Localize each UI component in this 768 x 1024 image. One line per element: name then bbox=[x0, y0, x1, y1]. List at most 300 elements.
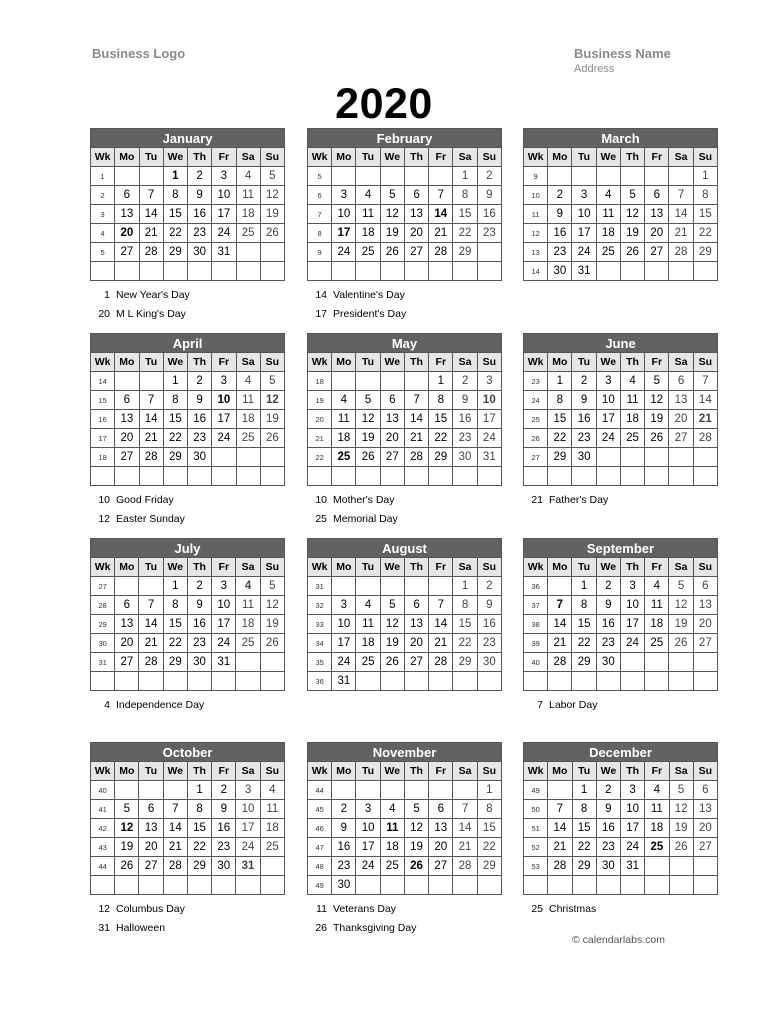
day-cell: 5 bbox=[380, 186, 404, 205]
day-cell bbox=[260, 876, 284, 895]
month-november bbox=[307, 742, 502, 938]
day-cell: 2 bbox=[477, 167, 501, 186]
day-cell: 24 bbox=[332, 243, 356, 262]
day-cell: 3 bbox=[596, 372, 620, 391]
day-cell: 26 bbox=[260, 224, 284, 243]
day-header-fr: Fr bbox=[645, 762, 669, 781]
day-header-mo: Mo bbox=[548, 762, 572, 781]
day-cell: 20 bbox=[115, 634, 139, 653]
day-cell: 12 bbox=[260, 391, 284, 410]
day-cell bbox=[212, 467, 236, 486]
week-number bbox=[308, 262, 332, 281]
day-header-tu: Tu bbox=[572, 762, 596, 781]
day-cell: 15 bbox=[572, 615, 596, 634]
day-cell bbox=[645, 857, 669, 876]
day-cell: 27 bbox=[115, 653, 139, 672]
day-cell: 18 bbox=[236, 205, 260, 224]
day-cell: 31 bbox=[572, 262, 596, 281]
week-row bbox=[524, 410, 718, 429]
week-row bbox=[91, 429, 285, 448]
day-cell bbox=[187, 876, 211, 895]
day-header-su: Su bbox=[477, 353, 501, 372]
day-cell: 30 bbox=[572, 448, 596, 467]
day-cell: 23 bbox=[572, 429, 596, 448]
day-cell bbox=[596, 467, 620, 486]
day-cell: 28 bbox=[429, 653, 453, 672]
day-cell: 21 bbox=[429, 224, 453, 243]
day-cell: 4 bbox=[356, 596, 380, 615]
day-header-row bbox=[308, 558, 502, 577]
day-cell: 10 bbox=[477, 391, 501, 410]
day-header-mo: Mo bbox=[332, 558, 356, 577]
day-cell: 3 bbox=[212, 372, 236, 391]
day-cell: 7 bbox=[548, 800, 572, 819]
day-cell bbox=[645, 448, 669, 467]
day-cell: 31 bbox=[621, 857, 645, 876]
day-cell bbox=[620, 448, 644, 467]
day-cell: 10 bbox=[212, 596, 236, 615]
day-cell bbox=[453, 672, 477, 691]
day-cell: 14 bbox=[404, 410, 428, 429]
week-number: 39 bbox=[524, 634, 548, 653]
day-header-mo: Mo bbox=[548, 353, 572, 372]
day-cell: 26 bbox=[115, 857, 139, 876]
day-header-wk: Wk bbox=[524, 558, 548, 577]
day-cell: 21 bbox=[139, 429, 163, 448]
day-cell bbox=[380, 781, 404, 800]
day-cell: 25 bbox=[236, 224, 260, 243]
day-cell: 2 bbox=[596, 781, 620, 800]
day-cell: 27 bbox=[693, 838, 717, 857]
week-row bbox=[91, 262, 285, 281]
month-august bbox=[307, 538, 502, 696]
week-row bbox=[524, 838, 718, 857]
day-cell: 21 bbox=[693, 410, 717, 429]
week-row bbox=[308, 876, 502, 895]
day-header-row bbox=[308, 353, 502, 372]
month-december bbox=[523, 742, 718, 919]
day-cell: 30 bbox=[332, 876, 356, 895]
day-cell: 5 bbox=[404, 800, 428, 819]
day-cell: 17 bbox=[356, 838, 380, 857]
day-cell bbox=[260, 672, 284, 691]
day-header-tu: Tu bbox=[139, 558, 163, 577]
week-row bbox=[91, 876, 285, 895]
week-number: 9 bbox=[524, 167, 548, 186]
week-number: 45 bbox=[308, 800, 332, 819]
day-cell: 17 bbox=[572, 224, 596, 243]
day-cell: 25 bbox=[236, 634, 260, 653]
day-cell: 4 bbox=[380, 800, 404, 819]
day-cell: 17 bbox=[236, 819, 260, 838]
month-table bbox=[523, 333, 718, 486]
day-cell: 29 bbox=[548, 448, 572, 467]
day-cell bbox=[236, 243, 260, 262]
day-cell: 9 bbox=[212, 800, 236, 819]
week-row bbox=[91, 672, 285, 691]
day-cell: 29 bbox=[453, 243, 477, 262]
day-cell: 1 bbox=[572, 781, 596, 800]
day-header-sa: Sa bbox=[236, 148, 260, 167]
day-cell bbox=[548, 577, 572, 596]
day-cell: 21 bbox=[139, 224, 163, 243]
day-cell bbox=[163, 262, 187, 281]
day-cell: 7 bbox=[404, 391, 428, 410]
week-number: 32 bbox=[308, 596, 332, 615]
day-cell: 22 bbox=[693, 224, 717, 243]
day-cell: 13 bbox=[380, 410, 404, 429]
day-cell: 6 bbox=[115, 596, 139, 615]
day-cell bbox=[669, 448, 693, 467]
day-cell: 18 bbox=[236, 410, 260, 429]
day-cell bbox=[236, 672, 260, 691]
holiday-list bbox=[307, 900, 502, 938]
day-cell: 6 bbox=[404, 596, 428, 615]
day-cell: 30 bbox=[477, 653, 501, 672]
holiday-day: 10 bbox=[315, 494, 327, 506]
day-cell: 4 bbox=[356, 186, 380, 205]
day-cell: 24 bbox=[236, 838, 260, 857]
day-cell: 3 bbox=[356, 800, 380, 819]
day-cell: 11 bbox=[332, 410, 356, 429]
day-header-sa: Sa bbox=[236, 558, 260, 577]
day-cell bbox=[404, 372, 428, 391]
day-header-th: Th bbox=[620, 558, 644, 577]
day-cell: 4 bbox=[236, 167, 260, 186]
day-cell: 22 bbox=[572, 838, 596, 857]
day-cell bbox=[453, 262, 477, 281]
holiday-name: Christmas bbox=[549, 903, 597, 915]
day-cell: 12 bbox=[404, 819, 428, 838]
day-cell: 17 bbox=[212, 615, 236, 634]
day-cell: 28 bbox=[139, 243, 163, 262]
week-number: 14 bbox=[524, 262, 548, 281]
day-cell bbox=[645, 167, 669, 186]
day-cell: 9 bbox=[453, 391, 477, 410]
day-cell bbox=[332, 167, 356, 186]
day-cell bbox=[453, 467, 477, 486]
week-row bbox=[91, 448, 285, 467]
day-header-fr: Fr bbox=[212, 762, 236, 781]
day-cell: 15 bbox=[453, 205, 477, 224]
day-cell bbox=[332, 372, 356, 391]
day-header-we: We bbox=[596, 148, 620, 167]
day-cell: 5 bbox=[645, 372, 669, 391]
day-cell: 29 bbox=[572, 653, 596, 672]
day-header-th: Th bbox=[620, 353, 644, 372]
day-cell: 21 bbox=[548, 634, 572, 653]
day-cell: 24 bbox=[620, 634, 644, 653]
day-header-th: Th bbox=[404, 148, 428, 167]
day-cell: 22 bbox=[429, 429, 453, 448]
day-cell bbox=[645, 653, 669, 672]
day-cell: 11 bbox=[380, 819, 404, 838]
day-cell: 17 bbox=[596, 410, 620, 429]
day-cell: 27 bbox=[404, 653, 428, 672]
week-number: 12 bbox=[524, 224, 548, 243]
day-cell bbox=[669, 467, 693, 486]
holiday-day: 12 bbox=[98, 513, 110, 525]
day-cell: 14 bbox=[139, 205, 163, 224]
day-cell: 24 bbox=[356, 857, 380, 876]
day-cell: 14 bbox=[139, 410, 163, 429]
week-row bbox=[524, 372, 718, 391]
day-cell: 27 bbox=[404, 243, 428, 262]
day-cell bbox=[429, 262, 453, 281]
holiday-name: Thanksgiving Day bbox=[333, 922, 417, 934]
week-row bbox=[524, 262, 718, 281]
day-cell: 15 bbox=[477, 819, 501, 838]
day-cell bbox=[115, 672, 139, 691]
week-row bbox=[308, 391, 502, 410]
day-cell: 16 bbox=[572, 410, 596, 429]
day-cell: 29 bbox=[477, 857, 501, 876]
day-cell bbox=[380, 262, 404, 281]
day-cell: 13 bbox=[115, 205, 139, 224]
day-cell bbox=[139, 167, 163, 186]
day-cell: 4 bbox=[236, 577, 260, 596]
day-header-we: We bbox=[380, 148, 404, 167]
day-header-fr: Fr bbox=[212, 353, 236, 372]
day-cell: 30 bbox=[212, 857, 236, 876]
day-cell bbox=[236, 467, 260, 486]
day-cell: 8 bbox=[187, 800, 211, 819]
week-row bbox=[308, 205, 502, 224]
day-header-sa: Sa bbox=[453, 353, 477, 372]
day-cell bbox=[620, 467, 644, 486]
day-header-sa: Sa bbox=[453, 148, 477, 167]
day-cell: 23 bbox=[548, 243, 572, 262]
day-cell: 28 bbox=[453, 857, 477, 876]
day-cell: 1 bbox=[477, 781, 501, 800]
day-header-we: We bbox=[596, 558, 620, 577]
day-cell: 10 bbox=[356, 819, 380, 838]
day-cell: 13 bbox=[693, 596, 717, 615]
week-number: 27 bbox=[524, 448, 548, 467]
week-number: 40 bbox=[524, 653, 548, 672]
week-row bbox=[91, 391, 285, 410]
day-header-sa: Sa bbox=[669, 353, 693, 372]
day-cell bbox=[572, 876, 596, 895]
holiday-name: Veterans Day bbox=[333, 903, 397, 915]
week-number: 41 bbox=[91, 800, 115, 819]
week-row bbox=[91, 410, 285, 429]
day-cell bbox=[548, 167, 572, 186]
day-cell: 8 bbox=[429, 391, 453, 410]
day-cell: 3 bbox=[621, 781, 645, 800]
holiday-day: 26 bbox=[315, 922, 327, 934]
day-header-fr: Fr bbox=[212, 148, 236, 167]
day-cell: 9 bbox=[187, 596, 211, 615]
day-cell: 1 bbox=[163, 372, 187, 391]
day-cell: 6 bbox=[139, 800, 163, 819]
day-cell bbox=[548, 781, 572, 800]
day-header-fr: Fr bbox=[429, 558, 453, 577]
day-header-sa: Sa bbox=[236, 353, 260, 372]
holiday-item bbox=[90, 491, 285, 510]
week-number: 30 bbox=[91, 634, 115, 653]
day-cell: 13 bbox=[429, 819, 453, 838]
day-cell: 22 bbox=[548, 429, 572, 448]
day-cell: 1 bbox=[453, 167, 477, 186]
day-cell: 13 bbox=[115, 615, 139, 634]
day-cell bbox=[477, 876, 501, 895]
holiday-item bbox=[307, 900, 502, 919]
day-cell: 5 bbox=[669, 781, 693, 800]
week-number: 13 bbox=[524, 243, 548, 262]
day-cell: 23 bbox=[188, 429, 212, 448]
day-cell: 30 bbox=[548, 262, 572, 281]
day-cell bbox=[115, 467, 139, 486]
day-cell: 1 bbox=[187, 781, 211, 800]
day-cell: 2 bbox=[212, 781, 236, 800]
day-cell: 31 bbox=[212, 653, 236, 672]
day-cell: 25 bbox=[356, 243, 380, 262]
week-row bbox=[308, 243, 502, 262]
week-row bbox=[308, 615, 502, 634]
day-cell: 5 bbox=[620, 186, 644, 205]
holiday-name: New Year's Day bbox=[116, 289, 190, 301]
day-cell bbox=[620, 262, 644, 281]
day-cell bbox=[260, 243, 284, 262]
day-cell: 27 bbox=[645, 243, 669, 262]
day-cell bbox=[380, 876, 404, 895]
day-cell: 23 bbox=[332, 857, 356, 876]
week-row bbox=[308, 448, 502, 467]
day-header-su: Su bbox=[260, 762, 284, 781]
day-cell: 28 bbox=[404, 448, 428, 467]
day-cell bbox=[572, 167, 596, 186]
holiday-day: 20 bbox=[98, 308, 110, 320]
month-table bbox=[90, 128, 285, 281]
day-cell bbox=[356, 372, 380, 391]
day-cell: 12 bbox=[669, 596, 693, 615]
holiday-list bbox=[90, 696, 285, 715]
day-header-th: Th bbox=[404, 353, 428, 372]
day-cell bbox=[429, 467, 453, 486]
week-number: 18 bbox=[308, 372, 332, 391]
day-cell: 2 bbox=[596, 577, 620, 596]
day-cell: 4 bbox=[596, 186, 620, 205]
holiday-item bbox=[307, 491, 502, 510]
day-cell: 14 bbox=[548, 615, 572, 634]
day-cell bbox=[693, 653, 717, 672]
day-cell: 23 bbox=[477, 634, 501, 653]
day-cell bbox=[621, 876, 645, 895]
week-number: 25 bbox=[524, 410, 548, 429]
day-cell bbox=[477, 262, 501, 281]
day-cell: 13 bbox=[693, 800, 717, 819]
day-cell: 1 bbox=[572, 577, 596, 596]
day-cell: 21 bbox=[453, 838, 477, 857]
day-cell: 16 bbox=[477, 205, 501, 224]
week-number: 52 bbox=[524, 838, 548, 857]
week-row bbox=[308, 224, 502, 243]
day-cell bbox=[260, 262, 284, 281]
day-cell bbox=[115, 372, 139, 391]
month-name: May bbox=[308, 334, 502, 353]
day-cell bbox=[356, 467, 380, 486]
month-february bbox=[307, 128, 502, 324]
week-row bbox=[308, 596, 502, 615]
day-cell: 9 bbox=[572, 391, 596, 410]
day-cell: 29 bbox=[429, 448, 453, 467]
week-number: 22 bbox=[308, 448, 332, 467]
day-header-tu: Tu bbox=[139, 762, 163, 781]
week-row bbox=[91, 596, 285, 615]
day-cell: 3 bbox=[332, 596, 356, 615]
day-cell: 23 bbox=[596, 838, 620, 857]
week-number: 7 bbox=[308, 205, 332, 224]
day-header-tu: Tu bbox=[572, 558, 596, 577]
day-header-we: We bbox=[380, 762, 404, 781]
week-row bbox=[524, 429, 718, 448]
day-cell: 13 bbox=[115, 410, 139, 429]
day-cell: 18 bbox=[236, 615, 260, 634]
day-cell bbox=[163, 876, 187, 895]
day-header-we: We bbox=[163, 762, 187, 781]
week-number: 3 bbox=[91, 205, 115, 224]
day-cell: 10 bbox=[572, 205, 596, 224]
day-cell: 30 bbox=[596, 653, 620, 672]
week-number: 38 bbox=[524, 615, 548, 634]
day-cell bbox=[572, 672, 596, 691]
day-cell: 20 bbox=[645, 224, 669, 243]
week-row bbox=[91, 167, 285, 186]
day-header-su: Su bbox=[477, 762, 501, 781]
month-name: September bbox=[524, 539, 718, 558]
week-number: 20 bbox=[308, 410, 332, 429]
holiday-list bbox=[523, 696, 718, 715]
week-row bbox=[524, 634, 718, 653]
day-cell: 21 bbox=[669, 224, 693, 243]
day-cell: 14 bbox=[429, 205, 453, 224]
day-cell: 26 bbox=[380, 653, 404, 672]
week-number: 18 bbox=[91, 448, 115, 467]
day-header-row bbox=[308, 762, 502, 781]
day-cell: 28 bbox=[163, 857, 187, 876]
day-header-we: We bbox=[380, 558, 404, 577]
month-table bbox=[523, 742, 718, 895]
day-cell: 6 bbox=[693, 781, 717, 800]
day-cell: 13 bbox=[669, 391, 693, 410]
day-cell bbox=[188, 467, 212, 486]
day-header-fr: Fr bbox=[645, 353, 669, 372]
holiday-item bbox=[307, 305, 502, 324]
holiday-list bbox=[523, 491, 718, 510]
day-cell: 3 bbox=[236, 781, 260, 800]
day-cell: 5 bbox=[260, 167, 284, 186]
day-header-wk: Wk bbox=[308, 148, 332, 167]
day-cell: 8 bbox=[572, 800, 596, 819]
day-cell: 7 bbox=[669, 186, 693, 205]
day-cell: 20 bbox=[693, 615, 717, 634]
day-cell: 19 bbox=[356, 429, 380, 448]
day-header-mo: Mo bbox=[332, 762, 356, 781]
day-cell: 25 bbox=[620, 429, 644, 448]
day-cell: 16 bbox=[188, 410, 212, 429]
day-cell bbox=[236, 876, 260, 895]
month-table bbox=[523, 128, 718, 281]
day-cell bbox=[139, 467, 163, 486]
day-cell bbox=[236, 448, 260, 467]
week-number bbox=[308, 467, 332, 486]
day-cell bbox=[139, 781, 163, 800]
day-cell bbox=[187, 672, 211, 691]
month-name: August bbox=[308, 539, 502, 558]
week-number: 23 bbox=[524, 372, 548, 391]
week-row bbox=[91, 800, 285, 819]
